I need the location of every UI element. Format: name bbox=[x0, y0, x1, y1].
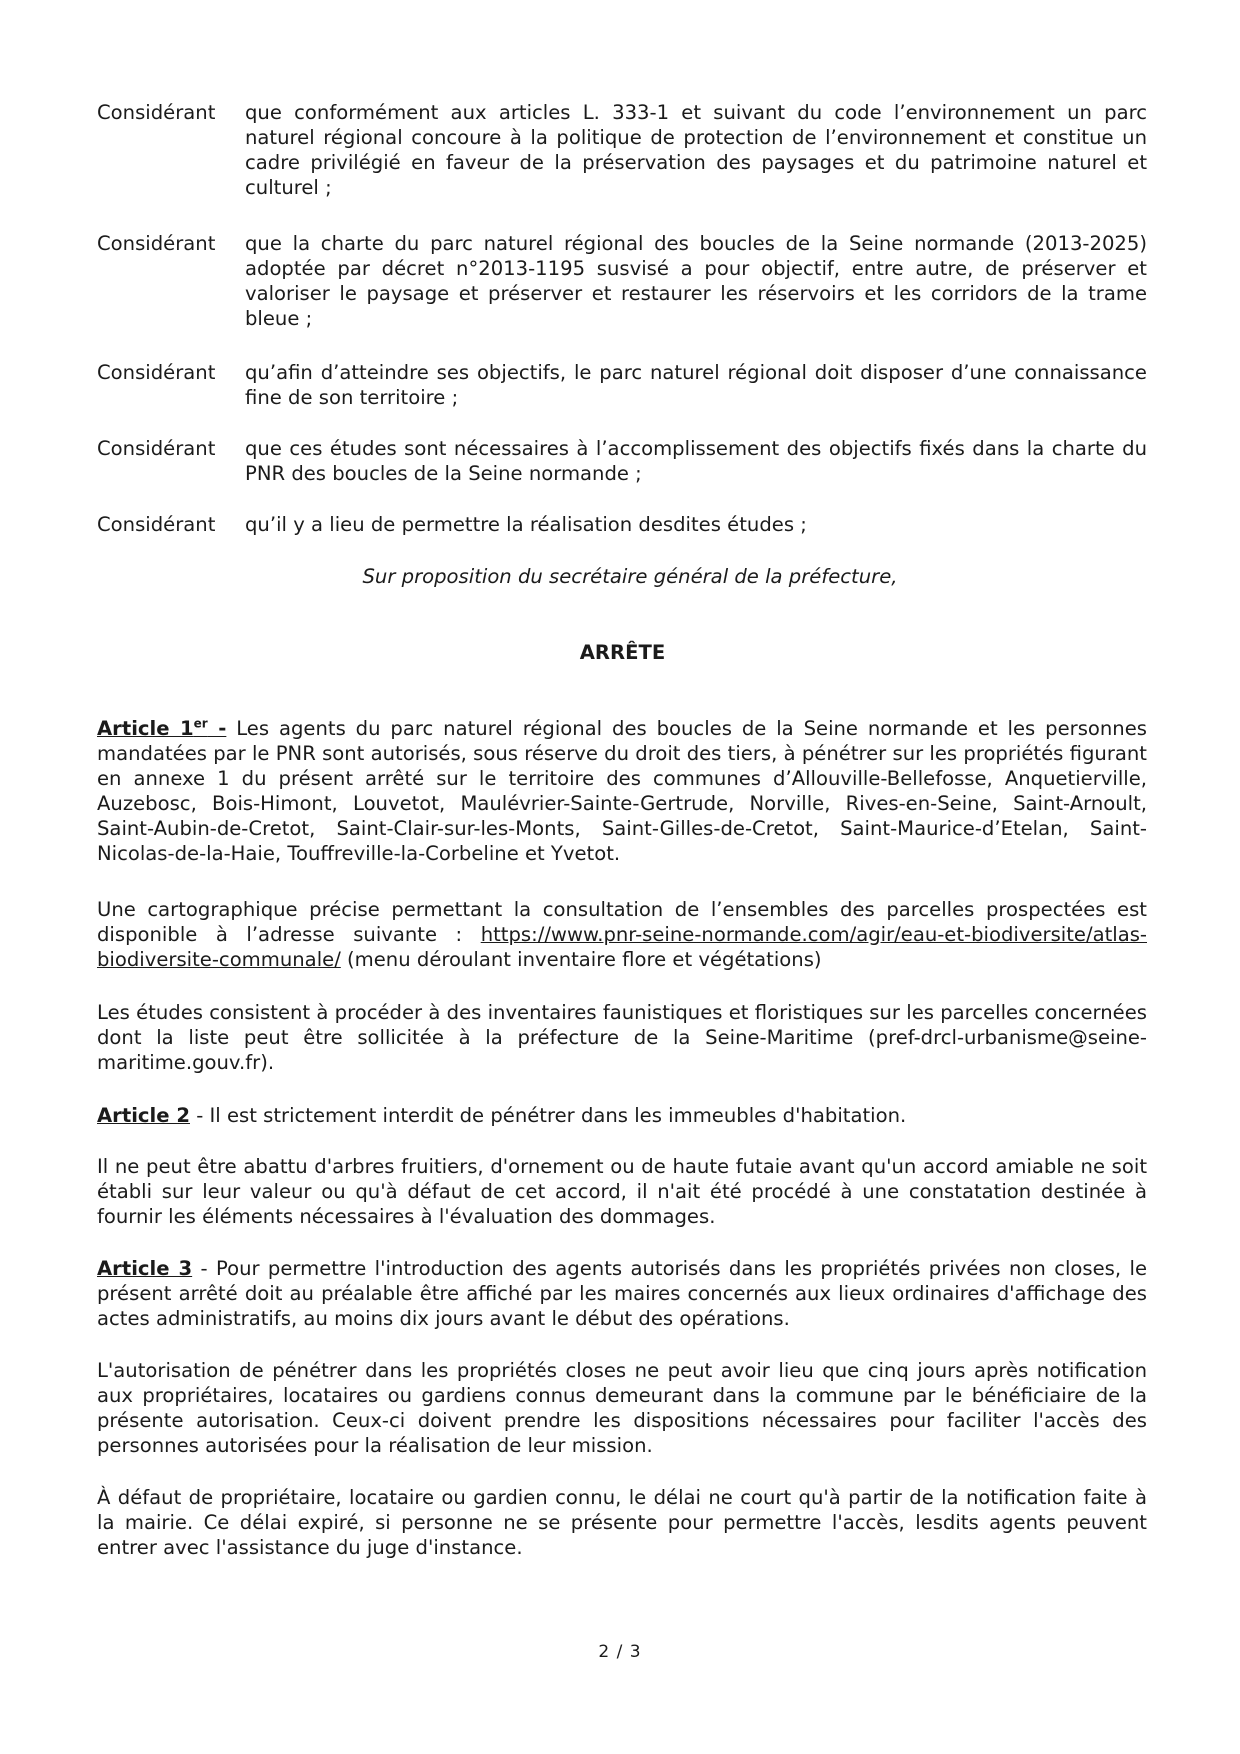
arrete-heading: ARRÊTE bbox=[579, 641, 666, 664]
closes-paragraph: L'autorisation de pénétrer dans les propriétés closes ne peut avoir lieu que cinq jours après notification aux propriétaires, locataires ou gardiens connus demeurant dans la commune par le bénéficiaire de la présente autorisation. Ceux-ci doivent prendre les dispositions nécessaires pour faciliter l'accès des personnes autorisées pour la réalisation de leur mission. bbox=[97, 1359, 1147, 1457]
considerant-label: Considérant bbox=[97, 361, 216, 384]
considerant-label: Considérant bbox=[97, 437, 216, 460]
etudes-paragraph: Les études consistent à procéder à des inventaires faunistiques et floristiques sur les parcelles concernées dont la liste peut être sollicitée à la préfecture de la Seine-Maritime (pref-drcl-urbanisme@seine-maritime.gouv.fr). bbox=[97, 1001, 1147, 1074]
article-1 bbox=[97, 716, 1147, 866]
considerant-label: Considérant bbox=[97, 232, 216, 255]
page-number: 2 / 3 bbox=[598, 1642, 642, 1662]
article-2-body: - Il est strictement interdit de pénétrer dans les immeubles d'habitation. bbox=[189, 1104, 907, 1127]
arbres-paragraph: Il ne peut être abattu d'arbres fruitiers, d'ornement ou de haute futaie avant qu'un accord amiable ne soit établi sur leur valeur ou qu'à défaut de cet accord, il n'ait été procédé à une constatation destinée à fournir les éléments nécessaires à l'évaluation des dommages. bbox=[97, 1155, 1147, 1228]
considerant-4 bbox=[97, 436, 1147, 486]
proposition-line: Sur proposition du secrétaire général de la préfecture, bbox=[362, 565, 898, 588]
considerant-3 bbox=[97, 360, 1147, 410]
considerant-text: que la charte du parc naturel régional des boucles de la Seine normande (2013-2025) adoptée par décret n°2013-1195 susvisé a pour objectif, entre autre, de préserver et valoriser le paysage et préserver et restaurer les réservoirs et les corridors de la trame bleue ; bbox=[245, 232, 1147, 330]
considerant-text: qu’afin d’atteindre ses objectifs, le parc naturel régional doit disposer d’une connaissance fine de son territoire ; bbox=[245, 361, 1147, 409]
considerant-text: qu’il y a lieu de permettre la réalisation desdites études ; bbox=[245, 513, 807, 536]
atlas-link[interactable]: https://www.pnr-seine-normande.com/agir/eau-et-biodiversite/atlas-biodiversite-communale/ bbox=[97, 923, 1147, 971]
considerant-5 bbox=[97, 512, 1147, 537]
considerant-text: que conformément aux articles L. 333-1 et suivant du code l’environnement un parc naturel régional concoure à la politique de protection de l’environnement et constitue un cadre privilégié en faveur de la préservation des paysages et du patrimoine naturel et culturel ; bbox=[245, 101, 1147, 199]
article-3-heading: Article 3 bbox=[97, 1257, 193, 1280]
considerant-label: Considérant bbox=[97, 513, 216, 536]
considerant-2 bbox=[97, 231, 1147, 331]
article-2 bbox=[97, 1103, 1147, 1128]
article-3 bbox=[97, 1256, 1147, 1331]
considerant-1 bbox=[97, 100, 1147, 200]
considerant-text: que ces études sont nécessaires à l’accomplissement des objectifs fixés dans la charte du PNR des boucles de la Seine normande ; bbox=[245, 437, 1147, 485]
considerant-label: Considérant bbox=[97, 101, 216, 124]
article-1-heading: Article 1er - bbox=[97, 716, 227, 740]
article-3-body: - Pour permettre l'introduction des agents autorisés dans les propriétés privées non closes, le présent arrêté doit au préalable être affiché par les maires concernés aux lieux ordinaires d'affichage des actes administratifs, au moins dix jours avant le début des opérations. bbox=[97, 1257, 1147, 1330]
article-2-heading: Article 2 bbox=[97, 1104, 190, 1127]
defaut-paragraph: À défaut de propriétaire, locataire ou gardien connu, le délai ne court qu'à partir de la notification faite à la mairie. Ce délai expiré, si personne ne se présente pour permettre l'accès, lesdits agents peuvent entrer avec l'assistance du juge d'instance. bbox=[97, 1486, 1147, 1559]
cartographie-paragraph: Une cartographique précise permettant la consultation de l’ensembles des parcelles prospectées est disponible à l’adresse suivante : https://www.pnr-seine-normande.com/agir/eau-et-biodiversite/atlas-biodiversite-communale/ (menu déroulant inventaire flore et végétations) bbox=[97, 898, 1147, 971]
article-1-body: Les agents du parc naturel régional des boucles de la Seine normande et les personnes mandatées par le PNR sont autorisés, sous réserve du droit des tiers, à pénétrer sur les propriétés figurant en annexe 1 du présent arrêté sur le territoire des communes d’Allouville-Bellefosse, Anquetierville, Auzebosc, Bois-Himont, Louvetot, Maulévrier-Sainte-Gertrude, Norville, Rives-en-Seine, Saint-Arnoult, Saint-Aubin-de-Cretot, Saint-Clair-sur-les-Monts, Saint-Gilles-de-Cretot, Saint-Maurice-d’Etelan, Saint-Nicolas-de-la-Haie, Touffreville-la-Corbeline et Yvetot. bbox=[97, 717, 1147, 865]
